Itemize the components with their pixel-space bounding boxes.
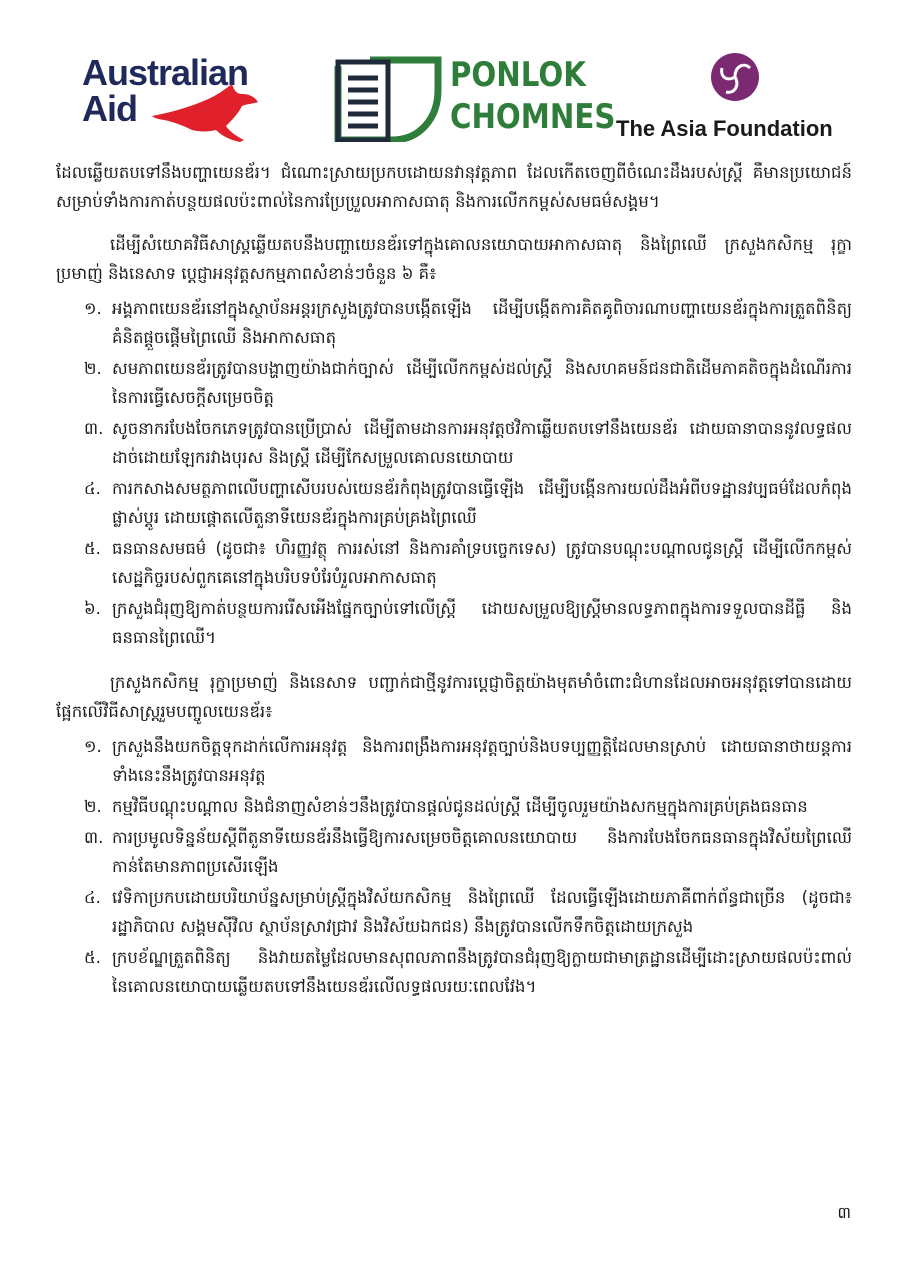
australian-aid-logo [82,52,282,144]
list-item [56,534,852,592]
section2-list [56,732,852,1001]
ponlok-chomnes-logo [334,54,616,144]
intro-paragraph: ដែលឆ្លើយតបទៅនឹងបញ្ហាយេនឌ័រ។ ជំណោះស្រាយប្រកបដោយនវានុវត្តភាព ដែលកើតចេញពីចំណេះដឹងរបស់ស្ត្រី គឺមានប្រយោជន៍សម្រាប់ទាំងការកាត់បន្ថយផលប៉ះពាល់នៃការប្រែប្រួលអាកាសធាតុ និងការលើកកម្ពស់សមធម៌សង្គម។ [56,163,852,211]
list-item [56,943,852,1001]
list-number: ៣. [84,828,104,847]
asia-foundation-logo [612,52,862,144]
list-number: ៣. [84,419,104,438]
list-item [56,792,852,821]
list-item [56,883,852,941]
list-text: សូចនាករបែងចែកភេទត្រូវបានប្រើប្រាស់ ដើម្បីតាមដានការអនុវត្តថវិកាឆ្លើយតបទៅនឹងយេនឌ័រ ដោយធានាបាននូវលទ្ធផលដាច់ដោយឡែករវាងបុរស និងស្ត្រី ដើម្បីកែសម្រួលគោលនយោបាយ [112,419,852,467]
list-text: វេទិកាប្រកបដោយបរិយាប័ន្នសម្រាប់ស្ត្រីក្នុងវិស័យកសិកម្ម និងព្រៃឈើ ដែលធ្វើឡើងដោយភាគីពាក់ព័ន្ធជាច្រើន (ដូចជា៖ រដ្ឋាភិបាល សង្គមស៊ីវិល ស្ថាប័នស្រាវជ្រាវ និងវិស័យឯកជន) នឹងត្រូវបានលើកទឹកចិត្តដោយក្រសួង [112,888,852,936]
list-text: ក្រសួងនឹងយកចិត្តទុកដាក់លើការអនុវត្ត និងការពង្រឹងការអនុវត្តច្បាប់និងបទប្បញ្ញត្តិដែលមានស្រាប់ ដោយធានាថាយន្តការទាំងនេះនឹងត្រូវបានអនុវត្ត [112,737,852,785]
ponlok-logo-line2: CHOMNES [450,97,616,137]
asia-foundation-logo-text: The Asia Foundation [616,116,833,141]
document-body [56,158,852,1003]
list-number: ១. [84,299,102,318]
list-text: ការកសាងសមត្ថភាពលើបញ្ហាសើបរបស់យេនឌ័រកំពុងត្រូវបានធ្វើឡើង ដើម្បីបង្កើនការយល់ដឹងអំពីបទដ្ឋានវប្បធម៌ដែលកំពុងផ្លាស់ប្ដូរ ដោយផ្ដោតលើតួនាទីយេនឌ័រក្នុងការគ្រប់គ្រងព្រៃឈើ [112,479,852,527]
list-number: ៤. [84,479,101,498]
section1-paragraph: ដើម្បីសំយោគវិធីសាស្ត្រឆ្លើយតបនឹងបញ្ហាយេនឌ័រទៅក្នុងគោលនយោបាយអាកាសធាតុ និងព្រៃឈើ ក្រសួងកសិកម្ម រុក្ខាប្រមាញ់ និងនេសាទ ប្ដេជ្ញាអនុវត្តសកម្មភាពសំខាន់ៗចំនួន ៦ គឺ៖ [56,235,852,283]
list-item [56,732,852,790]
list-number: ៤. [84,888,101,907]
list-text: កម្មវិធីបណ្ដុះបណ្ដាល និងជំនាញសំខាន់ៗនឹងត្រូវបានផ្ដល់ជូនដល់ស្ត្រី ដើម្បីចូលរួមយ៉ាងសកម្មក្នុងការគ្រប់គ្រងធនធាន [112,797,808,816]
list-item [56,414,852,472]
list-item [56,823,852,881]
list-item [56,594,852,652]
list-number: ១. [84,737,102,756]
list-item [56,354,852,412]
kangaroo-icon [144,82,264,144]
list-text: សមភាពយេនឌ័រត្រូវបានបង្ហាញយ៉ាងជាក់ច្បាស់ ដើម្បីលើកកម្ពស់ដល់ស្ត្រី និងសហគមន៍ជនជាតិដើមភាគតិចក្នុងដំណើរការនៃការធ្វើសេចក្ដីសម្រេចចិត្ត [112,359,852,407]
section2-paragraph: ក្រសួងកសិកម្ម រុក្ខាប្រមាញ់ និងនេសាទ បញ្ជាក់ជាថ្មីនូវការប្ដេជ្ញាចិត្តយ៉ាងមុតមាំចំពោះជំហានដែលអាចអនុវត្តទៅបានដោយផ្អែកលើវិធីសាស្ត្ររួមបញ្ចូលយេនឌ័រ៖ [56,673,852,721]
list-text: ការប្រមូលទិន្នន័យស្ដីពីតួនាទីយេនឌ័រនឹងធ្វើឱ្យការសម្រេចចិត្តគោលនយោបាយ និងការបែងចែកធនធានក្នុងវិស័យព្រៃឈើកាន់តែមានភាពប្រសើរឡើង [112,828,852,876]
list-number: ២. [84,359,102,378]
australian-aid-logo-line1: Australian [82,52,249,93]
list-text: ក្រសួងជំរុញឱ្យកាត់បន្ថយការរើសអើងផ្នែកច្បាប់ទៅលើស្ត្រី ដោយសម្រួលឱ្យស្ត្រីមានលទ្ធភាពក្នុងការទទួលបានដីធ្លី និងធនធានព្រៃឈើ។ [112,599,852,647]
list-text: ក្របខ័ណ្ឌត្រួតពិនិត្យ និងវាយតម្លៃដែលមានសុពលភាពនឹងត្រូវបានជំរុញឱ្យក្លាយជាមាត្រដ្ឋានដើម្បីដោះស្រាយផលប៉ះពាល់នៃគោលនយោបាយឆ្លើយតបទៅនឹងយេនឌ័រលើលទ្ធផលរយៈពេលវែង។ [112,948,852,996]
list-item [56,474,852,532]
list-number: ៦. [84,599,101,618]
list-number: ៥. [84,539,101,558]
list-item [56,294,852,352]
page-number: ៣ [837,1203,851,1222]
leaf-document-icon [334,56,442,142]
triskelion-icon [710,52,760,102]
list-text: ធនធានសមធម៌ (ដូចជា៖ ហិរញ្ញវត្ថុ ការរស់នៅ និងការគាំទ្របច្ចេកទេស) ត្រូវបានបណ្ដុះបណ្ដាលជូនស្ត្រី ដើម្បីលើកកម្ពស់សេដ្ឋកិច្ចរបស់ពួកគេនៅក្នុងបរិបទបំរែបំរួលអាកាសធាតុ [112,539,852,587]
australian-aid-logo-line2: Aid [82,88,137,129]
list-number: ៥. [84,948,101,967]
section1-list [56,294,852,652]
page-header [0,0,905,150]
list-number: ២. [84,797,102,816]
list-text: អង្គភាពយេនឌ័រនៅក្នុងស្ថាប័នអន្តរក្រសួងត្រូវបានបង្កើតឡើង ដើម្បីបង្កើតការគិតគូពិចារណាបញ្ហាយេនឌ័រក្នុងការត្រួតពិនិត្យគំនិតផ្ដួចផ្ដើមព្រៃឈើ និងអាកាសធាតុ [112,299,852,347]
ponlok-logo-line1: PONLOK [450,55,586,95]
